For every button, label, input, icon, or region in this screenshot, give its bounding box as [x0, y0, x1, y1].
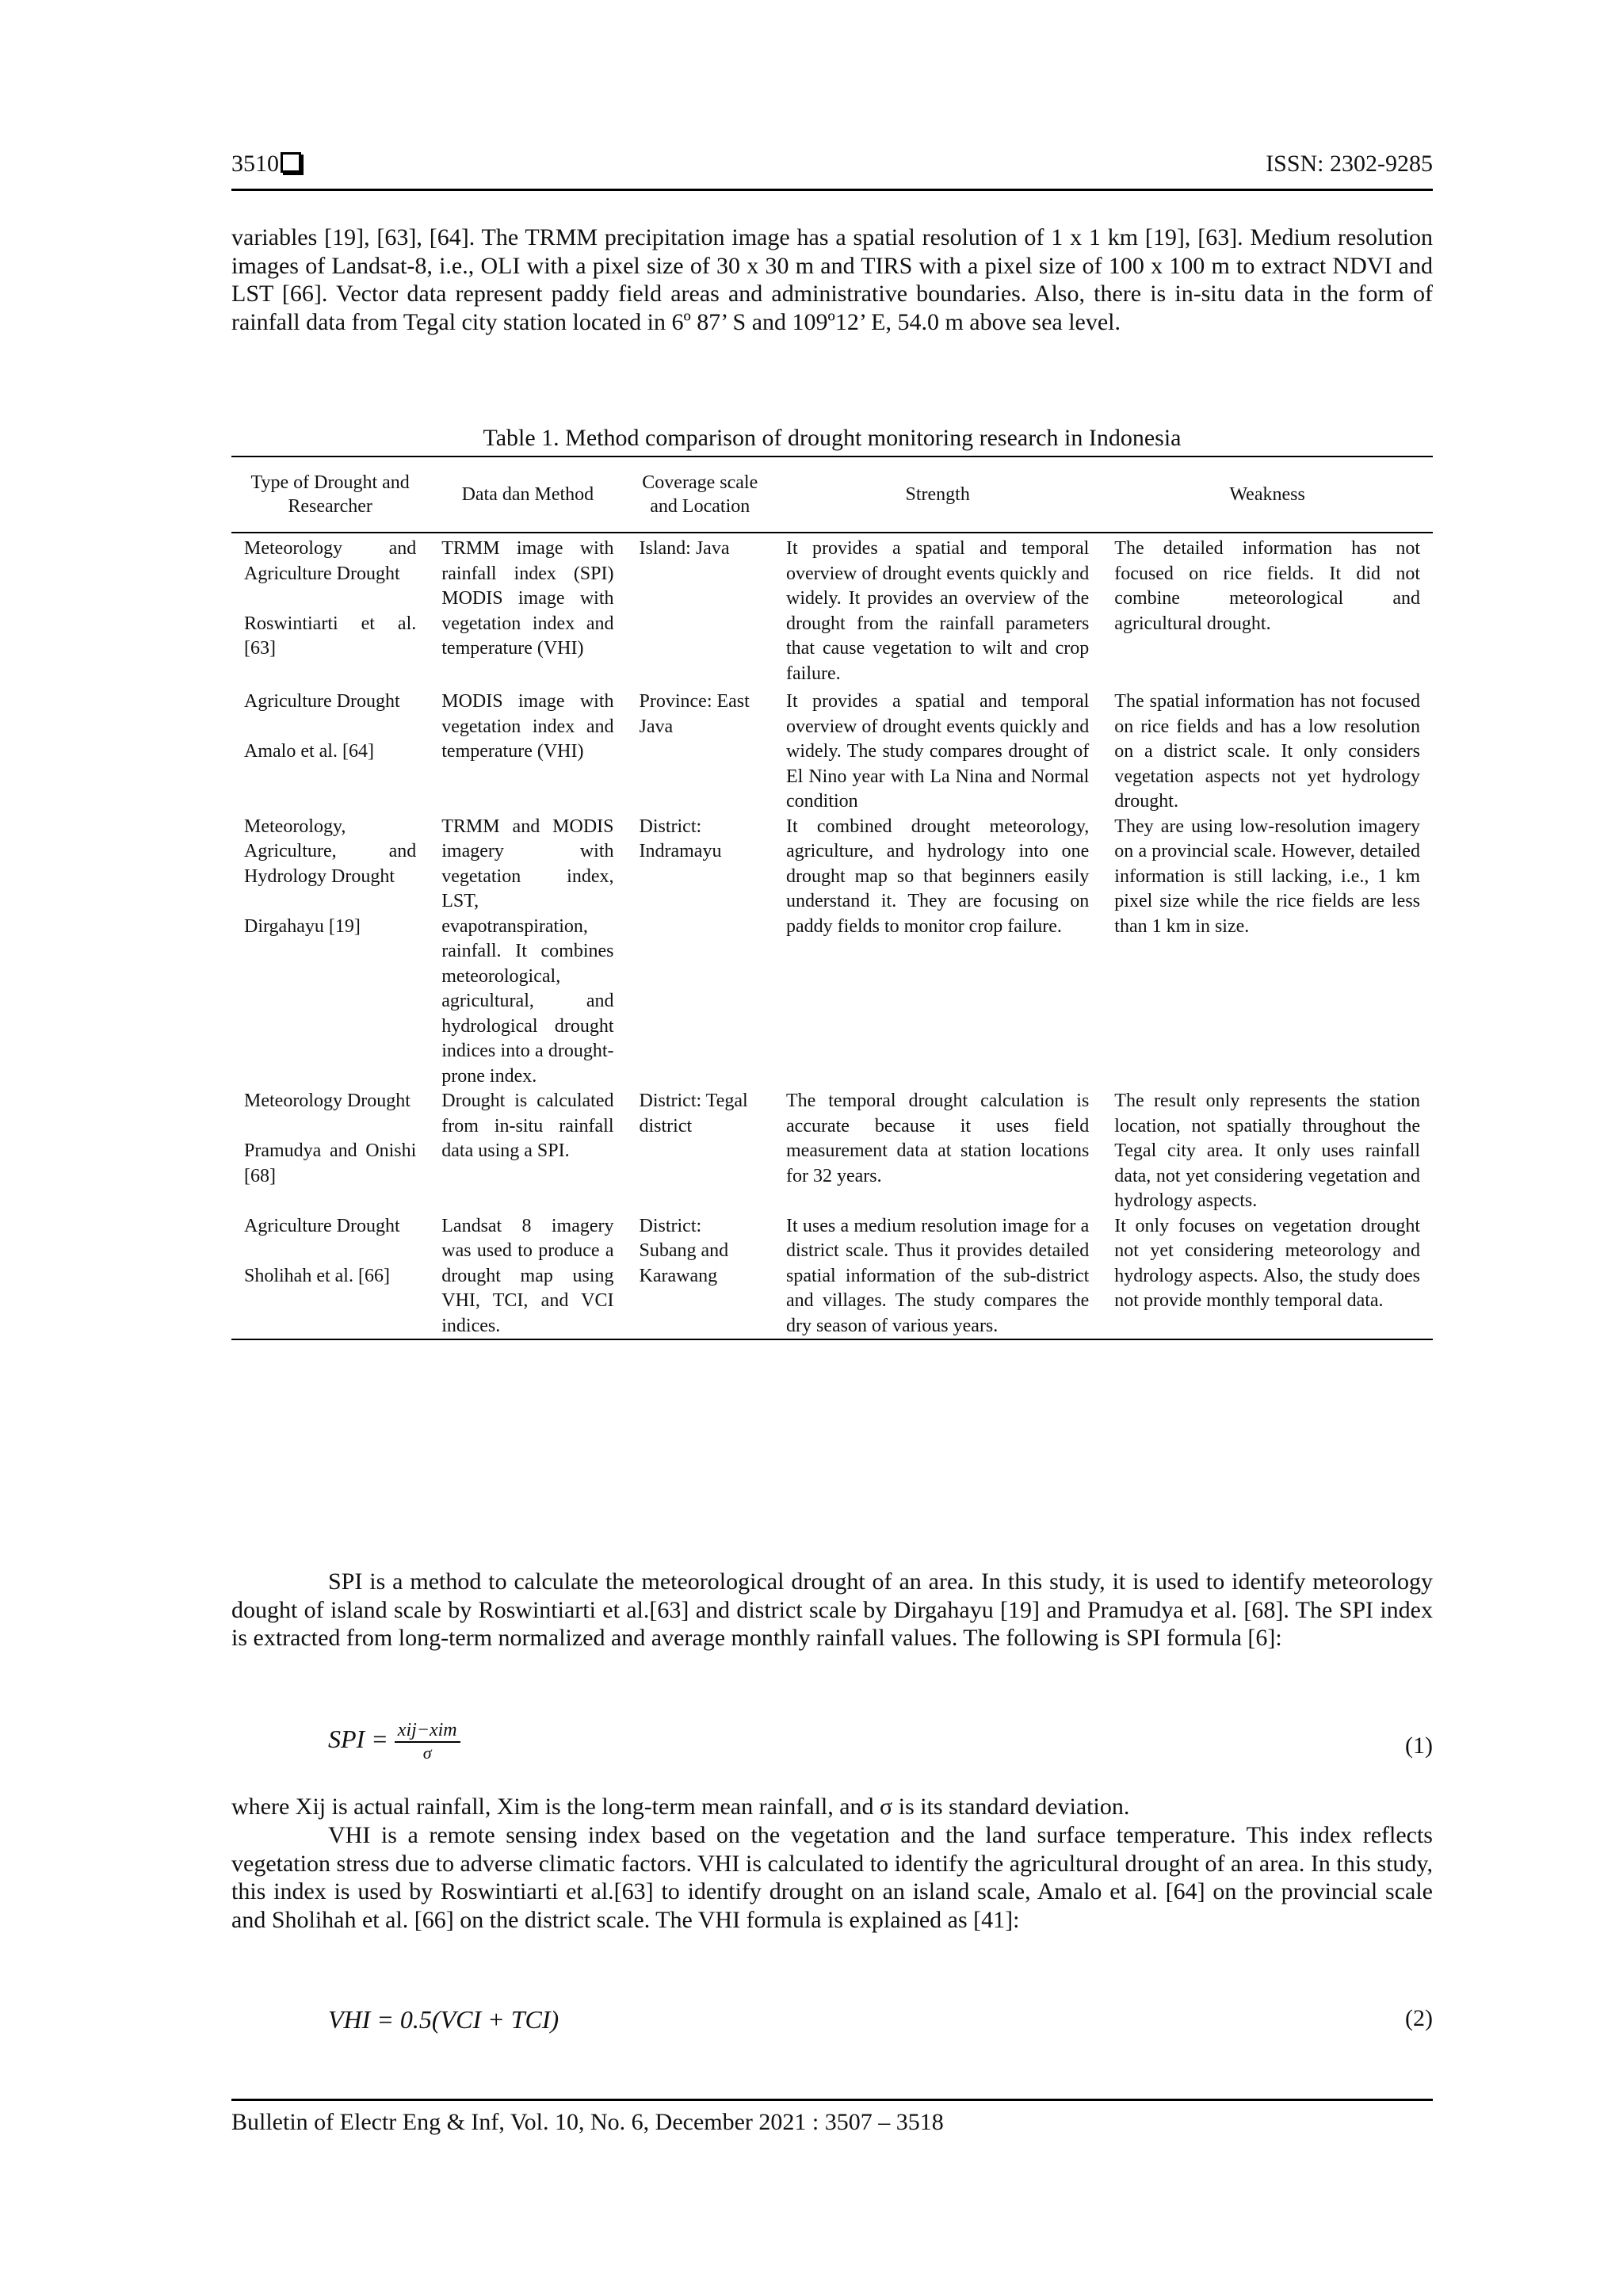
paragraph-intro: variables [19], [63], [64]. The TRMM precipitation image has a spatial resolution of 1 x 1 km [19], [63]. Medium resolution images of Landsat-8, i.e., OLI with a pixel size of 30 x 30 m and TIRS with a pixel size of 100 x 100 m to extract NDVI and LST [66]. Vector data represent paddy field areas and administrative boundaries. Also, there is in-situ data in the form of rainfall data from Tegal city station located in 6º 87’ S and 109º12’ E, 54.0 m above sea level. — [231, 224, 1433, 335]
cell-weakness: The result only represents the station location, not spatially throughout the Tegal city area. It only uses rainfall data, not yet considering vegetation and hydrology aspects. — [1114, 1091, 1420, 1211]
cell-coverage: Province: East Java — [639, 691, 750, 737]
cell-weakness: They are using low-resolution imagery on a provincial scale. However, detailed information is still lacking, i.e., 1 km pixel size while the rice fields are less than 1 km in size. — [1114, 816, 1420, 937]
equation-formula: VHI = 0.5(VCI + TCI) — [328, 2005, 559, 2034]
table-header-row — [231, 457, 1433, 533]
running-header — [231, 151, 1433, 191]
page-number: 3510 — [231, 151, 301, 178]
cell-weakness: The spatial information has not focused on rice fields and has a low resolution on a district scale. It only considers vegetation aspects not yet hydrology drought. — [1114, 691, 1420, 812]
cell-data: TRMM image with rainfall index (SPI) MODIS image with vegetation index and temperature (VHI) — [441, 538, 614, 659]
header-strength: Strength — [773, 457, 1102, 533]
cell-strength: It provides a spatial and temporal overview of drought events quickly and widely. The study compares drought of El Nino year with La Nina and Normal condition — [786, 691, 1090, 812]
header-type: Type of Drought and Researcher — [231, 457, 429, 533]
header-data: Data dan Method — [429, 457, 626, 533]
header-weakness: Weakness — [1102, 457, 1433, 533]
paragraph-vhi: VHI is a remote sensing index based on the vegetation and the land surface temperature. This index reflects vegetation stress due to adverse climatic factors. VHI is calculated to identify the agricultural drought of an area. In this study, this index is used by Roswintiarti et al.[63] to identify drought on an island scale, Amalo et al. [64] on the provincial scale and Sholihah et al. [66] on the district scale. The VHI formula is explained as [41]: — [231, 1822, 1433, 1933]
cell-data: MODIS image with vegetation index and temperature (VHI) — [441, 691, 614, 762]
header-coverage: Coverage scale and Location — [627, 457, 774, 533]
issn: ISSN: 2302-9285 — [1266, 151, 1433, 177]
table-row — [231, 690, 1433, 815]
paragraph-spi: SPI is a method to calculate the meteorological drought of an area. In this study, it is used to identify meteorology dought of island scale by Roswintiarti et al.[63] and district scale by Dirgahayu [19] and Pramudya et al. [68]. The SPI index is extracted from long-term normalized and average monthly rainfall values. The following is SPI formula [6]: — [231, 1568, 1433, 1651]
cell-weakness: It only focuses on vegetation drought not yet considering meteorology and hydrology aspects. Also, the study does not provide monthly temporal data. — [1114, 1215, 1420, 1311]
cell-type: Meteorology Drought Pramudya and Onishi [68] — [231, 1089, 429, 1214]
cell-data: TRMM and MODIS imagery with vegetation index, LST, evapotranspiration, rainfall. It combines meteorological, agricultural, and hydrological drought indices into a drought-prone index. — [441, 816, 614, 1087]
researcher: Roswintiarti et al. [63] — [244, 613, 417, 659]
equation-2 — [231, 2005, 1433, 2034]
cell-type: Agriculture Drought Sholihah et al. [66] — [231, 1214, 429, 1340]
researcher: Amalo et al. [64] — [244, 741, 374, 762]
researcher: Pramudya and Onishi [68] — [244, 1140, 417, 1186]
table-caption: Table 1. Method comparison of drought monitoring research in Indonesia — [483, 425, 1182, 451]
cell-coverage: District: Indramayu — [639, 816, 722, 861]
cell-type: Meteorology and Agriculture Drought Roswintiarti et al. [63] — [231, 533, 429, 690]
table-row — [231, 533, 1433, 690]
table-row — [231, 815, 1433, 1090]
researcher: Dirgahayu [19] — [244, 915, 361, 937]
equation-number: (1) — [1405, 1733, 1433, 1759]
comparison-table — [231, 456, 1433, 1340]
table-row — [231, 1214, 1433, 1340]
cell-data: Landsat 8 imagery was used to produce a drought map using VHI, TCI, and VCI indices. — [441, 1215, 614, 1336]
cell-strength: It combined drought meteorology, agriculture, and hydrology into one drought map so that beginners easily understand it. They are focusing on paddy fields to monitor crop failure. — [786, 816, 1090, 937]
cell-data: Drought is calculated from in-situ rainfall data using a SPI. — [441, 1091, 614, 1161]
cell-strength: The temporal drought calculation is accurate because it uses field measurement data at station locations for 32 years. — [786, 1091, 1090, 1186]
cell-coverage: Island: Java — [639, 538, 730, 559]
cell-coverage: District: Subang and Karawang — [639, 1215, 729, 1286]
cell-coverage: District: Tegal district — [639, 1091, 748, 1137]
paragraph-where: where Xij is actual rainfall, Xim is the long-term mean rainfall, and σ is its standard deviation. — [231, 1794, 1130, 1820]
equation-denominator: σ — [422, 1743, 432, 1763]
researcher: Sholihah et al. [66] — [244, 1265, 390, 1286]
equation-numerator: xij−xim — [395, 1720, 460, 1743]
cell-strength: It uses a medium resolution image for a district scale. Thus it provides detailed spatial information of the sub-district and villages. The study compares the dry season of various years. — [786, 1215, 1090, 1336]
cell-type: Meteorology, Agriculture, and Hydrology Drought Dirgahayu [19] — [231, 815, 429, 1090]
table-row — [231, 1089, 1433, 1214]
cell-weakness: The detailed information has not focused on rice fields. It did not combine meteorological and agricultural drought. — [1114, 538, 1420, 634]
equation-lhs: SPI = — [328, 1724, 388, 1753]
equation-1 — [231, 1720, 1433, 1763]
cell-type: Agriculture Drought Amalo et al. [64] — [231, 690, 429, 815]
running-footer: Bulletin of Electr Eng & Inf, Vol. 10, No. 6, December 2021 : 3507 – 3518 — [231, 2099, 1433, 2136]
equation-number: (2) — [1405, 2005, 1433, 2031]
square-icon — [281, 152, 301, 173]
equation-fraction — [395, 1720, 460, 1763]
cell-strength: It provides a spatial and temporal overview of drought events quickly and widely. It provides an overview of the drought from the rainfall parameters that cause vegetation to wilt and crop failure. — [786, 538, 1090, 684]
